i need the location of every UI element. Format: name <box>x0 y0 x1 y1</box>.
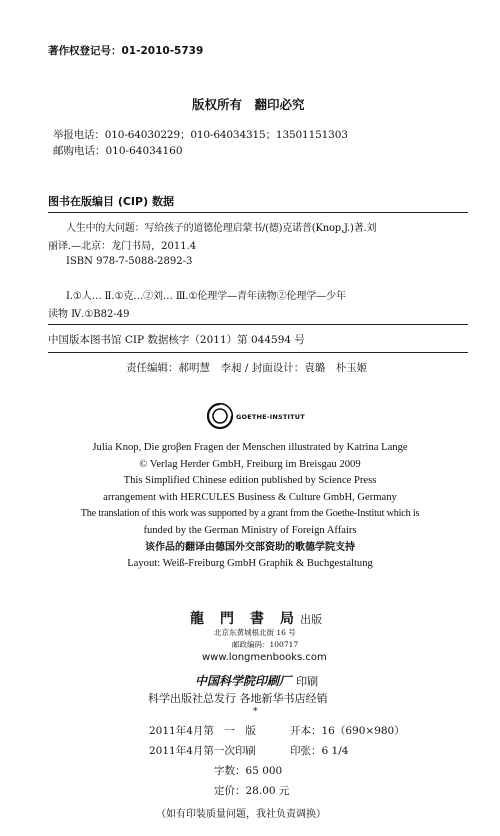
printer-line <box>195 670 318 689</box>
publisher-url: www.longmenbooks.com <box>202 652 327 663</box>
printing: 2011年4月第一次印刷 <box>149 745 256 757</box>
publisher-name: 龍 門 書 局 <box>190 611 295 627</box>
cip-bottom-rule <box>48 352 468 353</box>
cip-subjects-2: 读物 Ⅳ.①B82-49 <box>48 309 130 320</box>
cip-heading: 图书在版编目 (CIP) 数据 <box>48 195 174 208</box>
goethe-institut-logo <box>206 402 234 434</box>
cip-top-rule <box>48 212 468 213</box>
cip-isbn: ISBN 978-7-5088-2892-3 <box>66 256 193 267</box>
credit-line: arrangement with HERCULES Business & Culture GmbH, Germany <box>103 491 397 503</box>
sheets: 印张：6 1/4 <box>290 745 349 757</box>
cip-mid-rule <box>48 324 468 325</box>
goethe-logo-text: GOETHE-INSTITUT <box>236 413 305 421</box>
editors-credit: 责任编辑：郝明慧 李昶 / 封面设计：袁璐 朴玉姬 <box>126 362 368 374</box>
goethe-credits <box>0 440 500 573</box>
printer-suffix: 印刷 <box>296 675 319 688</box>
publisher-address: 北京东黄城根北街 16 号 <box>214 628 296 637</box>
report-phone: 举报电话：010-64030229；010-64034315；13501151303 <box>53 129 348 141</box>
credit-line: funded by the German Ministry of Foreign Affairs <box>143 524 357 536</box>
format: 开本：16（690×980） <box>290 725 405 737</box>
cip-subjects: Ⅰ.①人… Ⅱ.①克…②刘… Ⅲ.①伦理学—青年读物②伦理学—少年 <box>66 291 346 302</box>
printer-name: 中国科学院印刷厂 <box>195 674 292 688</box>
divider-star: * <box>253 707 258 717</box>
word-count: 字数：65 000 <box>214 765 283 777</box>
credit-line: This Simplified Chinese edition published by Science Press <box>123 475 377 487</box>
edition: 2011年4月第 一 版 <box>149 725 256 737</box>
quality-notice: （如有印装质量问题，我社负责调换） <box>156 809 326 820</box>
cip-title-line: 人生中的大问题：写给孩子的道德伦理启蒙书/(德)克诺普(Knop,J.)著.刘 <box>66 223 377 234</box>
publisher-postcode: 邮政编码：100717 <box>232 640 299 649</box>
credit-line: Julia Knop, Die groβen Fragen der Menschen illustrated by Katrina Lange <box>92 442 408 453</box>
credit-line: © Verlag Herder GmbH, Freiburg im Breisgau 2009 <box>139 458 361 470</box>
rights-reserved: 版权所有 翻印必究 <box>192 97 305 112</box>
cip-title-line-2: 丽译.—北京：龙门书局，2011.4 <box>48 241 197 252</box>
credit-line: 该作品的翻译由德国外交部资助的歌德学院支持 <box>145 541 355 553</box>
credit-line: Layout: Weiß-Freiburg GmbH Graphik & Buchgestaltung <box>127 558 373 570</box>
mail-order-phone: 邮购电话：010-64034160 <box>53 145 183 157</box>
copyright-registration: 著作权登记号：01-2010-5739 <box>48 45 204 57</box>
price: 定价：28.00 元 <box>214 785 290 797</box>
credit-line: The translation of this work was supported by a grant from the Goethe-Institut which is <box>80 508 420 520</box>
publisher-suffix: 出版 <box>300 613 323 626</box>
cip-core-number: 中国版本图书馆 CIP 数据核字（2011）第 044594 号 <box>48 334 305 346</box>
goethe-circle-icon <box>206 402 234 430</box>
publisher-line <box>190 608 322 628</box>
distribution: 科学出版社总发行 各地新华书店经销 <box>148 692 328 705</box>
